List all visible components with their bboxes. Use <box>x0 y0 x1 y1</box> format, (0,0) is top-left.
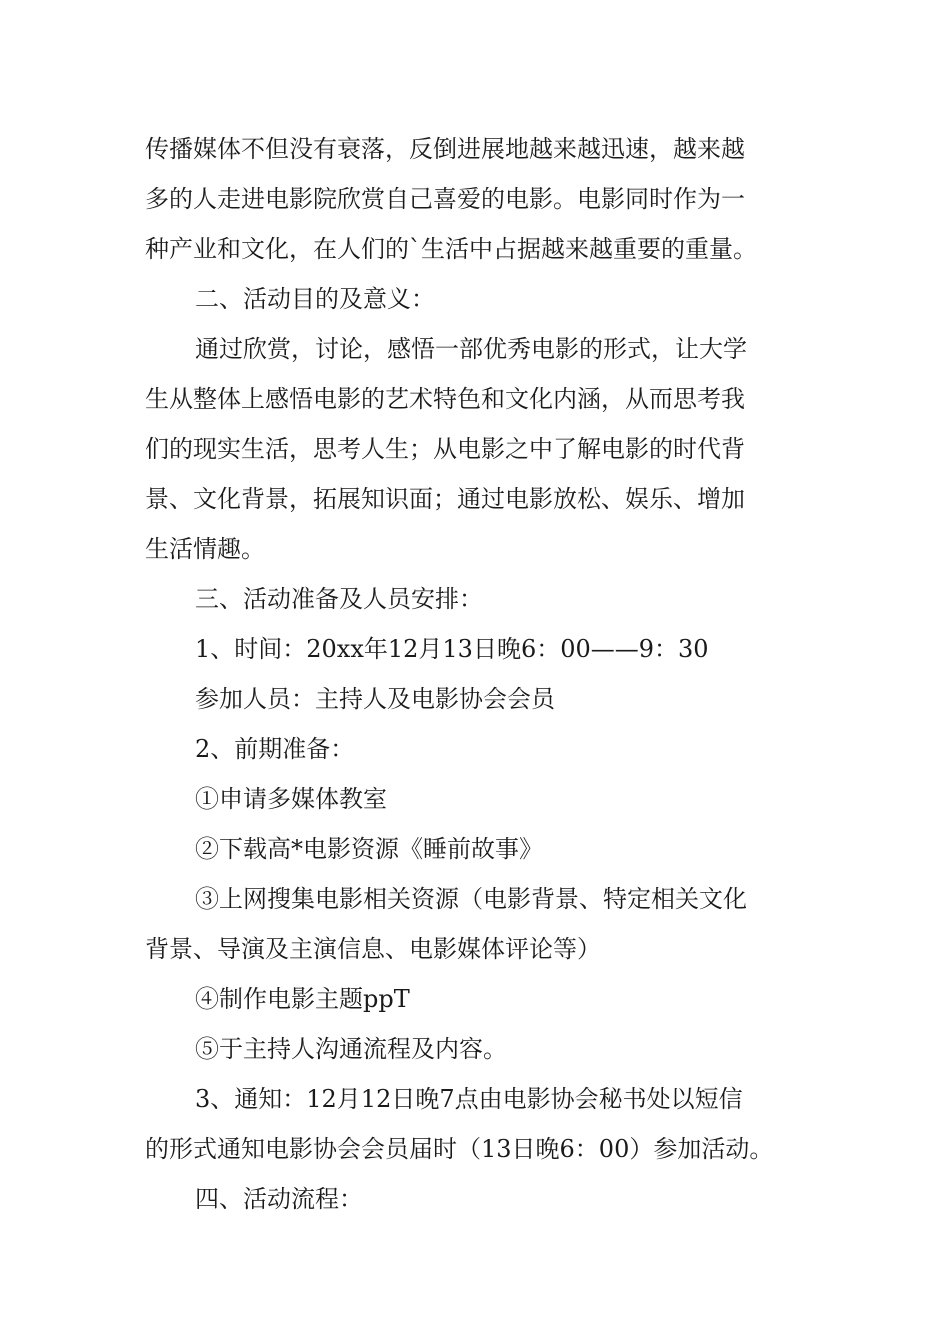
body-text-line: 景、文化背景，拓展知识面；通过电影放松、娱乐、增加 <box>145 485 745 513</box>
list-item: 3、通知：12月12日晚7点由电影协会秘书处以短信 <box>195 1085 743 1113</box>
body-text-line: 们的现实生活，思考人生；从电影之中了解电影的时代背 <box>145 435 745 463</box>
list-item: ②下载高*电影资源《睡前故事》 <box>195 835 543 863</box>
body-text-line: 种产业和文化，在人们的`生活中占据越来越重要的重量。 <box>145 235 757 263</box>
list-item: 参加人员：主持人及电影协会会员 <box>195 685 555 713</box>
section-heading: 四、活动流程： <box>195 1185 363 1213</box>
body-text-line: 的形式通知电影协会会员届时（13日晚6：00）参加活动。 <box>145 1135 774 1163</box>
list-item: 2、前期准备： <box>195 735 355 763</box>
body-text-line: 生从整体上感悟电影的艺术特色和文化内涵，从而思考我 <box>145 385 745 413</box>
list-item: ①申请多媒体教室 <box>195 785 387 813</box>
section-heading: 三、活动准备及人员安排： <box>195 585 483 613</box>
body-text-line: 生活情趣。 <box>145 535 265 563</box>
list-item: ⑤于主持人沟通流程及内容。 <box>195 1035 507 1063</box>
body-text-line: 传播媒体不但没有衰落，反倒进展地越来越迅速，越来越 <box>145 135 745 163</box>
list-item: 1、时间：20xx年12月13日晚6：00——9：30 <box>195 635 709 663</box>
list-item: ④制作电影主题ppT <box>195 985 410 1013</box>
body-text-line: 通过欣赏，讨论，感悟一部优秀电影的形式，让大学 <box>195 335 747 363</box>
list-item: ③上网搜集电影相关资源（电影背景、特定相关文化 <box>195 885 747 913</box>
body-text-line: 多的人走进电影院欣赏自己喜爱的电影。电影同时作为一 <box>145 185 745 213</box>
section-heading: 二、活动目的及意义： <box>195 285 435 313</box>
body-text-line: 背景、导演及主演信息、电影媒体评论等） <box>145 935 601 963</box>
